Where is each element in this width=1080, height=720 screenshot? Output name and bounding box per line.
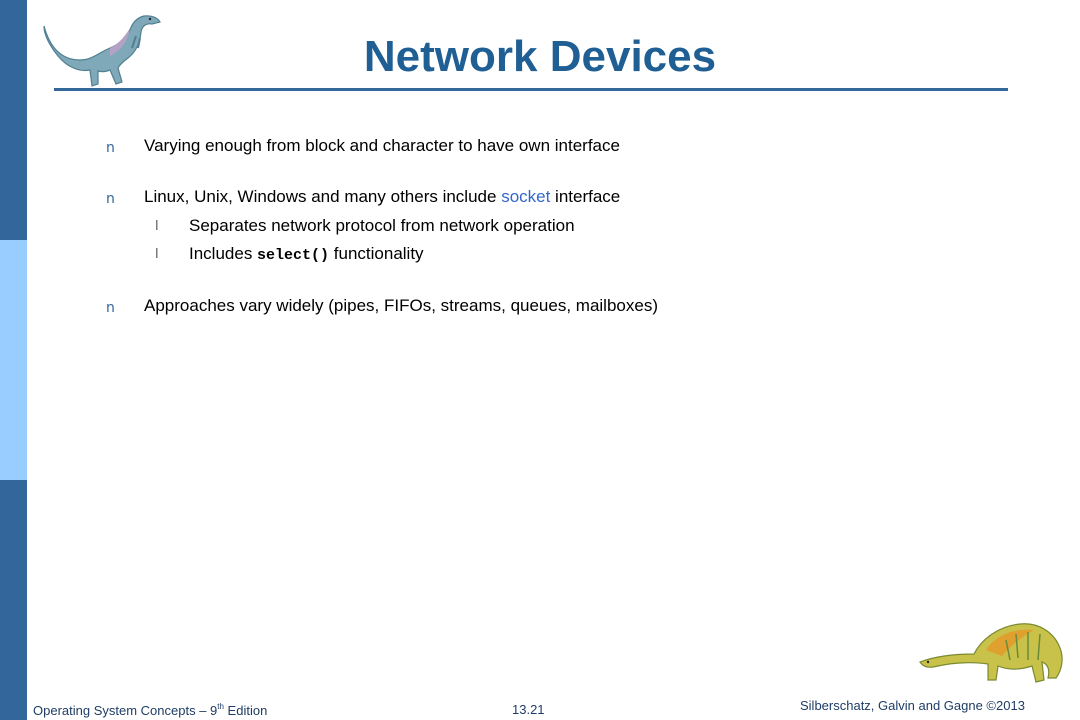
sub-bullet-2-pre: Includes (189, 244, 258, 263)
bullet-2-post: interface (550, 187, 621, 206)
footer-book-title (33, 702, 267, 718)
page-title: Network Devices (363, 32, 717, 81)
bullet-text-3 (144, 296, 658, 316)
title-underline (54, 88, 1008, 91)
footer-superscript: th (217, 702, 224, 711)
bullet-2-pre: Linux, Unix, Windows and many others include (144, 187, 502, 206)
sub-bullet-1-text: Separates network protocol from network operation (189, 216, 575, 235)
sidebar-accent (0, 240, 27, 480)
bullet-marker: n (106, 140, 115, 156)
bullet-1-text: Varying enough from block and character to have own interface (144, 136, 620, 155)
bullet-text-2 (144, 187, 620, 207)
page-number: 13.21 (512, 702, 545, 717)
bullet-text-1 (144, 136, 620, 156)
bullet-marker: n (106, 300, 115, 316)
code-select: select() (257, 247, 330, 264)
footer-authors: Silberschatz, Galvin and Gagne ©2013 (800, 698, 1025, 713)
bullet-marker: n (106, 191, 115, 207)
sub-bullet-marker: l (155, 219, 159, 234)
sub-bullet-text-1 (189, 216, 575, 236)
sub-bullet-marker: l (155, 247, 159, 262)
footer-book-title-pre: Operating System Concepts – 9 (33, 703, 218, 718)
bullet-3-text: Approaches vary widely (pipes, FIFOs, streams, queues, mailboxes) (144, 296, 658, 315)
sub-bullet-text-2 (189, 244, 424, 264)
socket-highlight: socket (501, 187, 551, 206)
sub-bullet-2-post: functionality (329, 244, 424, 263)
footer-book-title-post: Edition (223, 703, 268, 718)
dinosaur-logo-bottom (916, 614, 1066, 694)
